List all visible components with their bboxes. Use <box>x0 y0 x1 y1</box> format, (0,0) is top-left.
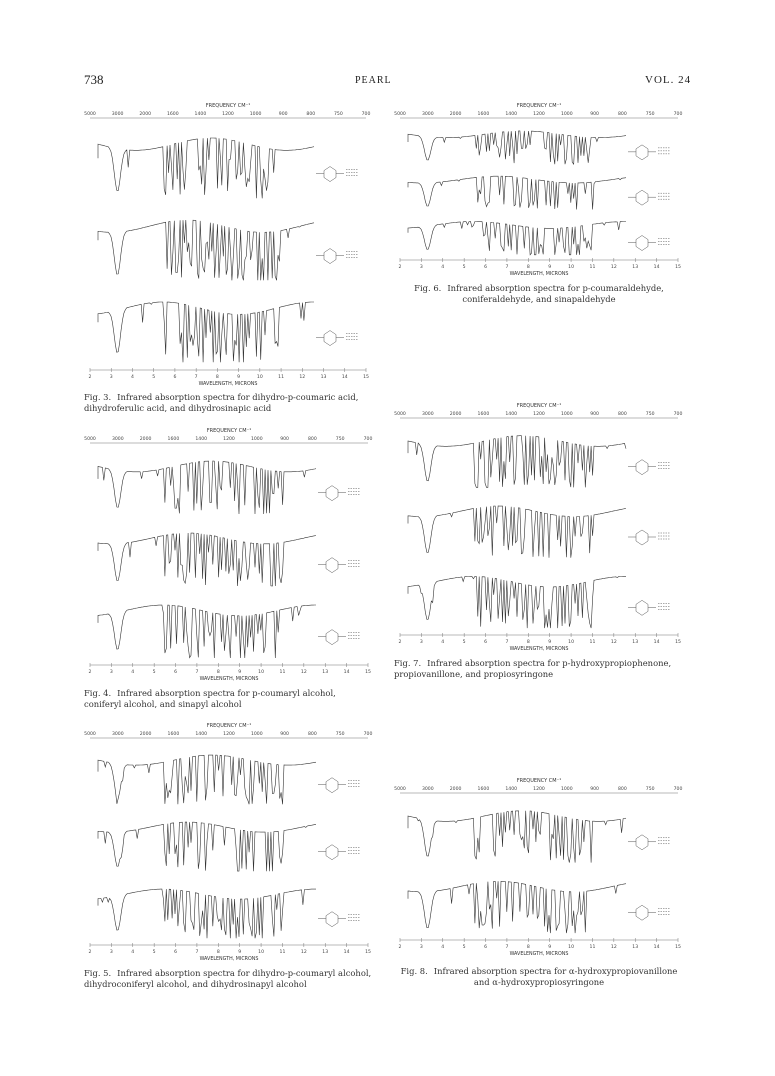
frequency-tick-label: 1000 <box>560 787 573 792</box>
wavelength-tick-label: 11 <box>278 375 285 380</box>
figure-3-number: Fig. 3. <box>84 392 112 402</box>
frequency-tick-label: 1000 <box>249 112 262 117</box>
structure-formula-icon <box>628 190 670 205</box>
running-title: PEARL <box>355 75 392 86</box>
frequency-tick-label: 750 <box>335 732 345 737</box>
frequency-tick-label: 700 <box>361 112 371 117</box>
frequency-tick-label: 1000 <box>560 112 573 117</box>
frequency-tick-label: 800 <box>306 112 316 117</box>
figure-5 <box>84 720 374 965</box>
figure-5-caption <box>84 968 374 990</box>
figure-8-caption-text: Infrared absorption spectra for α-hydroxypropiovanillone and α-hydroxypropiosyringone <box>433 966 678 987</box>
wavelength-tick-label: 10 <box>256 375 263 380</box>
wavelength-tick-label: 3 <box>419 945 423 950</box>
wavelength-tick-label: 2 <box>398 945 402 950</box>
frequency-tick-label: 2000 <box>139 732 152 737</box>
wavelength-tick-label: 11 <box>279 670 286 675</box>
fig8-spectra <box>394 775 684 960</box>
structure-formula-icon <box>318 630 360 645</box>
fig7-spectra <box>394 400 684 655</box>
wavelength-axis-title: WAVELENGTH, MICRONS <box>199 677 259 682</box>
wavelength-tick-label: 14 <box>653 640 660 645</box>
wavelength-tick-label: 2 <box>88 670 92 675</box>
wavelength-tick-label: 6 <box>174 950 178 955</box>
spectrum-trace <box>408 576 626 628</box>
wavelength-tick-label: 3 <box>419 265 423 270</box>
frequency-tick-label: 900 <box>590 787 599 792</box>
figure-5-caption-text: Infrared absorption spectra for dihydro-p-coumaryl alcohol, dihydroconiferyl alcohol, and dihydrosinapyl alcohol <box>84 968 372 989</box>
wavelength-tick-label: 7 <box>505 640 509 645</box>
wavelength-tick-label: 10 <box>568 265 575 270</box>
fig4-spectra <box>84 425 374 685</box>
frequency-tick-label: 750 <box>645 412 655 417</box>
figure-4-caption-text: Infrared absorption spectra for p-coumaryl alcohol, coniferyl alcohol, and sinapyl alcohol <box>84 688 336 709</box>
wavelength-tick-label: 12 <box>300 950 307 955</box>
figure-4 <box>84 425 374 685</box>
wavelength-tick-label: 5 <box>152 670 156 675</box>
wavelength-tick-label: 3 <box>109 375 113 380</box>
wavelength-tick-label: 14 <box>343 950 350 955</box>
wavelength-tick-label: 7 <box>505 945 509 950</box>
frequency-tick-label: 800 <box>618 412 627 417</box>
wavelength-tick-label: 15 <box>363 375 369 380</box>
frequency-tick-label: 700 <box>673 412 683 417</box>
structure-formula-icon <box>318 486 360 501</box>
wavelength-tick-label: 7 <box>194 375 198 380</box>
frequency-tick-label: 1200 <box>223 732 235 737</box>
frequency-tick-label: 1200 <box>222 112 234 117</box>
wavelength-tick-label: 2 <box>398 640 402 645</box>
wavelength-tick-label: 5 <box>462 945 466 950</box>
wavelength-tick-label: 10 <box>568 640 575 645</box>
frequency-tick-label: 5000 <box>84 112 96 117</box>
wavelength-tick-label: 4 <box>441 640 445 645</box>
frequency-tick-label: 1400 <box>194 112 207 117</box>
wavelength-tick-label: 9 <box>548 945 552 950</box>
structure-formula-icon <box>628 530 670 545</box>
figure-7 <box>394 400 684 655</box>
spectrum-trace <box>98 889 316 938</box>
frequency-tick-label: 800 <box>308 732 317 737</box>
structure-formula-icon <box>628 460 670 475</box>
wavelength-axis-title: WAVELENGTH, MICRONS <box>198 382 258 387</box>
wavelength-tick-label: 14 <box>653 265 660 270</box>
structure-formula-icon <box>316 167 358 182</box>
figure-8-caption <box>394 966 684 988</box>
frequency-tick-label: 750 <box>645 112 655 117</box>
wavelength-tick-label: 8 <box>526 945 530 950</box>
figure-4-number: Fig. 4. <box>84 688 112 698</box>
frequency-tick-label: 3000 <box>421 787 434 792</box>
structure-formula-icon <box>318 912 360 927</box>
frequency-tick-label: 5000 <box>84 437 96 442</box>
wavelength-tick-label: 3 <box>419 640 423 645</box>
wavelength-tick-label: 4 <box>131 670 135 675</box>
frequency-tick-label: 1400 <box>195 732 208 737</box>
frequency-tick-label: 1200 <box>223 437 235 442</box>
wavelength-tick-label: 15 <box>365 670 371 675</box>
figure-6-caption <box>394 283 684 305</box>
wavelength-tick-label: 6 <box>484 945 488 950</box>
wavelength-tick-label: 12 <box>610 640 617 645</box>
wavelength-tick-label: 9 <box>548 640 552 645</box>
frequency-tick-label: 3000 <box>111 732 124 737</box>
structure-formula-icon <box>318 778 360 793</box>
wavelength-tick-label: 14 <box>653 945 660 950</box>
wavelength-tick-label: 4 <box>441 945 445 950</box>
frequency-tick-label: 700 <box>363 437 373 442</box>
wavelength-tick-label: 7 <box>195 670 199 675</box>
frequency-tick-label: 3000 <box>421 412 434 417</box>
spectrum-trace <box>408 811 626 863</box>
wavelength-tick-label: 13 <box>320 375 327 380</box>
frequency-tick-label: 1200 <box>533 412 545 417</box>
frequency-tick-label: 3000 <box>421 112 434 117</box>
spectrum-trace <box>98 302 314 362</box>
spectrum-trace <box>408 131 626 164</box>
frequency-tick-label: 2000 <box>449 787 462 792</box>
wavelength-tick-label: 14 <box>343 670 350 675</box>
spectrum-trace <box>408 506 626 558</box>
spectrum-trace <box>408 222 626 255</box>
frequency-axis-title: FREQUENCY CM⁻¹ <box>205 103 251 109</box>
wavelength-tick-label: 6 <box>173 375 177 380</box>
frequency-tick-label: 2000 <box>139 437 152 442</box>
wavelength-tick-label: 9 <box>238 670 242 675</box>
wavelength-tick-label: 15 <box>675 945 681 950</box>
frequency-tick-label: 2000 <box>449 112 462 117</box>
frequency-axis-title: FREQUENCY CM⁻¹ <box>516 103 562 109</box>
frequency-tick-label: 3000 <box>111 437 124 442</box>
figure-8 <box>394 775 684 960</box>
wavelength-tick-label: 2 <box>88 375 92 380</box>
frequency-tick-label: 1600 <box>477 412 490 417</box>
figure-3-caption <box>84 392 374 414</box>
wavelength-tick-label: 12 <box>300 670 307 675</box>
wavelength-tick-label: 6 <box>484 640 488 645</box>
wavelength-tick-label: 5 <box>462 265 466 270</box>
wavelength-tick-label: 10 <box>568 945 575 950</box>
frequency-tick-label: 1600 <box>167 437 180 442</box>
frequency-axis-title: FREQUENCY CM⁻¹ <box>206 428 252 434</box>
frequency-tick-label: 3000 <box>111 112 124 117</box>
spectrum-trace <box>98 138 314 198</box>
frequency-tick-label: 1400 <box>195 437 208 442</box>
wavelength-tick-label: 3 <box>109 950 113 955</box>
wavelength-tick-label: 5 <box>152 950 156 955</box>
frequency-tick-label: 5000 <box>394 412 406 417</box>
structure-formula-icon <box>318 558 360 573</box>
fig5-spectra <box>84 720 374 965</box>
frequency-tick-label: 1400 <box>505 112 518 117</box>
wavelength-tick-label: 3 <box>109 670 113 675</box>
spectrum-trace <box>408 436 626 488</box>
wavelength-tick-label: 6 <box>174 670 178 675</box>
figure-5-number: Fig. 5. <box>84 968 112 978</box>
wavelength-tick-label: 11 <box>589 945 596 950</box>
wavelength-tick-label: 11 <box>279 950 286 955</box>
frequency-axis-title: FREQUENCY CM⁻¹ <box>206 723 252 729</box>
spectrum-trace <box>98 461 316 514</box>
frequency-tick-label: 800 <box>308 437 317 442</box>
figure-7-caption-text: Infrared absorption spectra for p-hydroxypropiophenone, propiovanillone, and propiosyringone <box>394 658 672 679</box>
wavelength-axis-title: WAVELENGTH, MICRONS <box>509 647 569 652</box>
frequency-tick-label: 1000 <box>560 412 573 417</box>
wavelength-tick-label: 12 <box>610 945 617 950</box>
figure-7-number: Fig. 7. <box>394 658 422 668</box>
figure-4-caption <box>84 688 374 710</box>
spectrum-trace <box>408 881 626 933</box>
wavelength-tick-label: 14 <box>341 375 348 380</box>
wavelength-tick-label: 7 <box>195 950 199 955</box>
structure-formula-icon <box>318 845 360 860</box>
structure-formula-icon <box>316 331 358 346</box>
frequency-tick-label: 1600 <box>477 112 490 117</box>
structure-formula-icon <box>628 835 670 850</box>
wavelength-tick-label: 9 <box>237 375 241 380</box>
frequency-tick-label: 800 <box>618 787 627 792</box>
wavelength-tick-label: 8 <box>216 950 220 955</box>
wavelength-tick-label: 4 <box>130 375 134 380</box>
wavelength-tick-label: 15 <box>675 265 681 270</box>
wavelength-axis-title: WAVELENGTH, MICRONS <box>509 952 569 957</box>
frequency-tick-label: 700 <box>673 787 683 792</box>
wavelength-tick-label: 10 <box>258 950 265 955</box>
wavelength-tick-label: 15 <box>675 640 681 645</box>
fig3-spectra <box>84 100 372 390</box>
wavelength-tick-label: 11 <box>589 265 596 270</box>
figure-3 <box>84 100 372 390</box>
figure-7-caption <box>394 658 684 680</box>
spectrum-trace <box>408 176 626 209</box>
wavelength-tick-label: 13 <box>322 950 329 955</box>
wavelength-axis-title: WAVELENGTH, MICRONS <box>199 957 259 962</box>
spectrum-trace <box>98 220 314 280</box>
wavelength-tick-label: 6 <box>484 265 488 270</box>
wavelength-tick-label: 13 <box>632 640 639 645</box>
figure-8-number: Fig. 8. <box>400 966 428 976</box>
frequency-tick-label: 1400 <box>505 787 518 792</box>
wavelength-tick-label: 5 <box>462 640 466 645</box>
frequency-tick-label: 5000 <box>394 112 406 117</box>
figure-6-number: Fig. 6. <box>414 283 442 293</box>
wavelength-tick-label: 4 <box>441 265 445 270</box>
wavelength-tick-label: 13 <box>632 945 639 950</box>
frequency-tick-label: 700 <box>673 112 683 117</box>
wavelength-tick-label: 13 <box>632 265 639 270</box>
frequency-tick-label: 5000 <box>394 787 406 792</box>
wavelength-axis-title: WAVELENGTH, MICRONS <box>509 272 569 277</box>
wavelength-tick-label: 8 <box>526 640 530 645</box>
frequency-tick-label: 900 <box>590 112 599 117</box>
wavelength-tick-label: 12 <box>610 265 617 270</box>
wavelength-tick-label: 2 <box>398 265 402 270</box>
wavelength-tick-label: 13 <box>322 670 329 675</box>
wavelength-tick-label: 2 <box>88 950 92 955</box>
frequency-axis-title: FREQUENCY CM⁻¹ <box>516 778 562 784</box>
structure-formula-icon <box>316 249 358 264</box>
wavelength-tick-label: 8 <box>216 670 220 675</box>
frequency-tick-label: 750 <box>334 112 343 117</box>
frequency-tick-label: 750 <box>335 437 345 442</box>
figure-6-caption-text: Infrared absorption spectra for p-coumaraldehyde, coniferaldehyde, and sinapaldehyde <box>447 283 664 304</box>
wavelength-tick-label: 8 <box>215 375 219 380</box>
wavelength-tick-label: 7 <box>505 265 509 270</box>
wavelength-tick-label: 11 <box>589 640 596 645</box>
spectrum-trace <box>98 755 316 804</box>
wavelength-tick-label: 15 <box>365 950 371 955</box>
wavelength-tick-label: 4 <box>131 950 135 955</box>
frequency-tick-label: 900 <box>590 412 599 417</box>
frequency-tick-label: 700 <box>363 732 373 737</box>
frequency-tick-label: 750 <box>645 787 655 792</box>
frequency-tick-label: 900 <box>280 437 289 442</box>
frequency-tick-label: 1200 <box>533 112 545 117</box>
frequency-axis-title: FREQUENCY CM⁻¹ <box>516 403 562 409</box>
frequency-tick-label: 900 <box>280 732 289 737</box>
frequency-tick-label: 1600 <box>166 112 179 117</box>
wavelength-tick-label: 9 <box>548 265 552 270</box>
frequency-tick-label: 1000 <box>250 732 263 737</box>
spectrum-trace <box>98 605 316 658</box>
spectrum-trace <box>98 533 316 586</box>
wavelength-tick-label: 5 <box>152 375 156 380</box>
wavelength-tick-label: 9 <box>238 950 242 955</box>
volume-label: VOL. 24 <box>645 74 692 86</box>
wavelength-tick-label: 8 <box>526 265 530 270</box>
structure-formula-icon <box>628 145 670 160</box>
frequency-tick-label: 1600 <box>477 787 490 792</box>
frequency-tick-label: 1000 <box>250 437 263 442</box>
figure-6 <box>394 100 684 280</box>
frequency-tick-label: 800 <box>618 112 627 117</box>
frequency-tick-label: 1200 <box>533 787 545 792</box>
page-number: 738 <box>84 72 104 87</box>
wavelength-tick-label: 10 <box>258 670 265 675</box>
frequency-tick-label: 1400 <box>505 412 518 417</box>
structure-formula-icon <box>628 600 670 615</box>
structure-formula-icon <box>628 236 670 251</box>
figure-3-caption-text: Infrared absorption spectra for dihydro-p-coumaric acid, dihydroferulic acid, and dihydrosinapic acid <box>84 392 359 413</box>
spectrum-trace <box>98 822 316 871</box>
frequency-tick-label: 1600 <box>167 732 180 737</box>
frequency-tick-label: 900 <box>278 112 288 117</box>
wavelength-tick-label: 12 <box>299 375 306 380</box>
fig6-spectra <box>394 100 684 280</box>
frequency-tick-label: 2000 <box>449 412 462 417</box>
frequency-tick-label: 2000 <box>139 112 152 117</box>
structure-formula-icon <box>628 905 670 920</box>
frequency-tick-label: 5000 <box>84 732 96 737</box>
